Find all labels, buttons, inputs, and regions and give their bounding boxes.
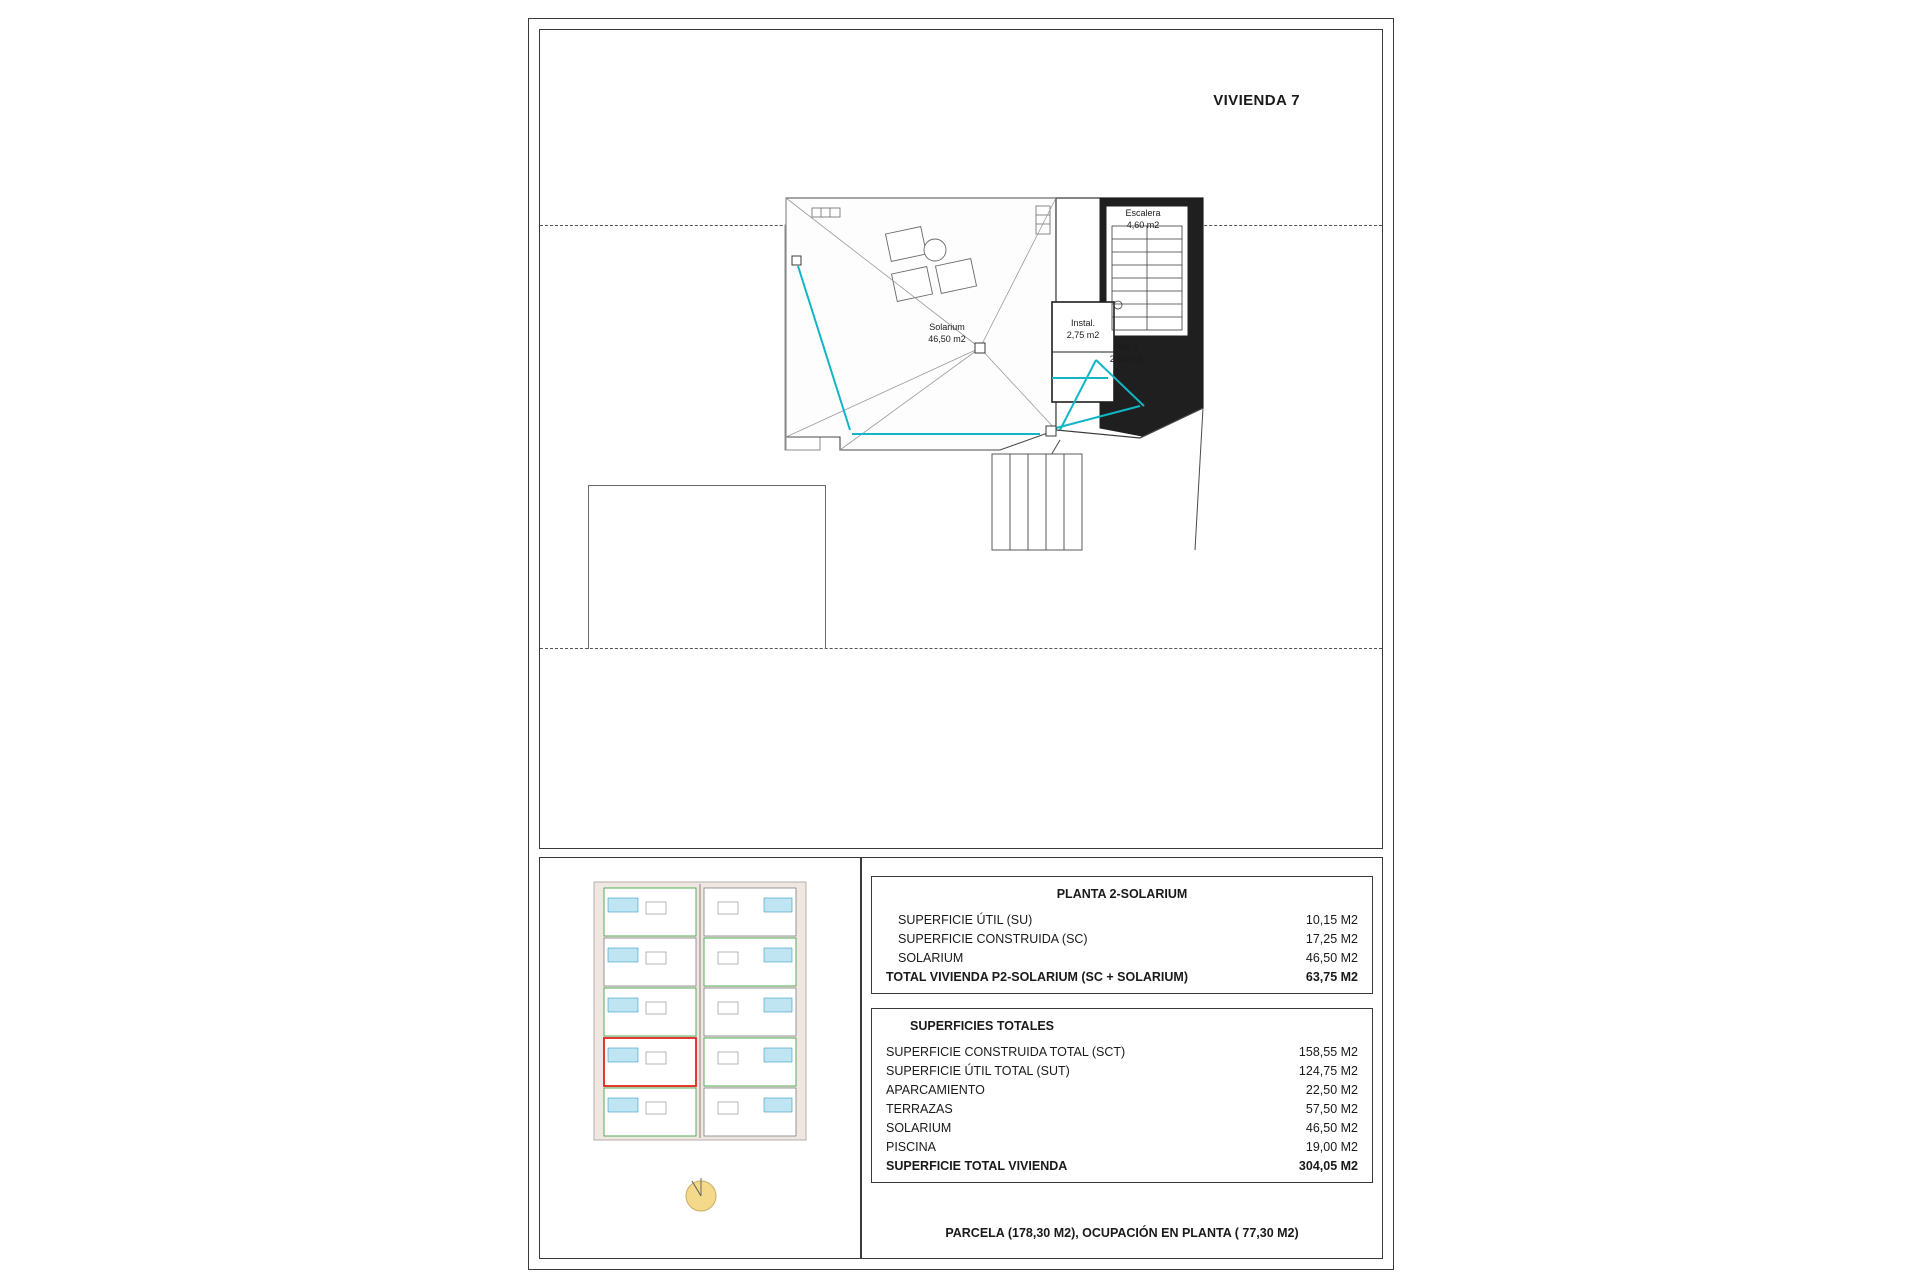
room-area-hall: 2,80 m2 (1109, 354, 1143, 364)
area-tables-frame (861, 857, 1383, 1259)
row-label: SUPERFICIE CONSTRUIDA (SC) (898, 931, 1088, 946)
row-value: 304,05 M2 (1298, 1158, 1358, 1173)
table-superficies-totales (871, 1008, 1373, 1183)
row-value: 22,50 M2 (1305, 1082, 1358, 1097)
plan-drawing-frame (539, 29, 1383, 849)
row-value: 19,00 M2 (1305, 1139, 1358, 1154)
row-label: SUPERFICIE CONSTRUIDA TOTAL (SCT) (886, 1044, 1126, 1059)
key-plan-frame (539, 857, 861, 1259)
row-label: SUPERFICIE ÚTIL (SU) (898, 912, 1033, 927)
row-value: 57,50 M2 (1305, 1101, 1358, 1116)
table-row (872, 929, 1372, 948)
solarium-floor-plan (540, 30, 1382, 848)
table-planta-solarium (871, 876, 1373, 994)
table-row (872, 1061, 1372, 1080)
table-title-totales: SUPERFICIES TOTALES (910, 1019, 1055, 1033)
row-value: 158,55 M2 (1298, 1044, 1358, 1059)
table-row (872, 948, 1372, 967)
table-row (872, 1080, 1372, 1099)
row-value: 10,15 M2 (1305, 912, 1358, 927)
room-area-solarium: 46,50 m2 (928, 334, 966, 344)
row-label: SUPERFICIE TOTAL VIVIENDA (886, 1158, 1068, 1173)
room-label-instal: Instal. (1070, 318, 1095, 328)
row-label: SUPERFICIE ÚTIL TOTAL (SUT) (886, 1063, 1070, 1078)
row-label: SOLARIUM (898, 950, 964, 965)
row-value: 17,25 M2 (1305, 931, 1358, 946)
room-area-instal: 2,75 m2 (1066, 330, 1100, 340)
site-key-plan (588, 876, 812, 1146)
table-title-planta: PLANTA 2-SOLARIUM (1056, 887, 1188, 901)
row-label: TERRAZAS (886, 1101, 953, 1116)
row-label: APARCAMIENTO (886, 1082, 985, 1097)
table-row-total (872, 967, 1372, 986)
table-row (872, 1099, 1372, 1118)
room-area-escalera: 4,60 m2 (1126, 220, 1160, 230)
row-value: 46,50 M2 (1305, 1120, 1358, 1135)
row-label: PISCINA (886, 1139, 937, 1154)
table-row (872, 1118, 1372, 1137)
sheet-lower-block (539, 857, 1381, 1257)
parcela-note: PARCELA (178,30 M2), OCUPACIÓN EN PLANTA ( 77,30 M2) (945, 1226, 1299, 1240)
table-row (872, 1042, 1372, 1061)
row-value: 124,75 M2 (1298, 1063, 1358, 1078)
north-compass-icon (675, 1168, 727, 1220)
row-label: TOTAL VIVIENDA P2-SOLARIUM (SC + SOLARIUM) (886, 969, 1188, 984)
drawing-sheet (528, 18, 1394, 1270)
table-row (872, 910, 1372, 929)
row-value: 46,50 M2 (1305, 950, 1358, 965)
page-title: VIVIENDA 7 (1213, 92, 1300, 109)
room-label-hall: Hall 3 (1114, 342, 1138, 352)
table-row (872, 1137, 1372, 1156)
row-label: SOLARIUM (886, 1120, 952, 1135)
room-label-escalera: Escalera (1125, 208, 1161, 218)
table-row-total (872, 1156, 1372, 1175)
room-label-solarium: Solarium (929, 322, 965, 332)
row-value: 63,75 M2 (1305, 969, 1358, 984)
